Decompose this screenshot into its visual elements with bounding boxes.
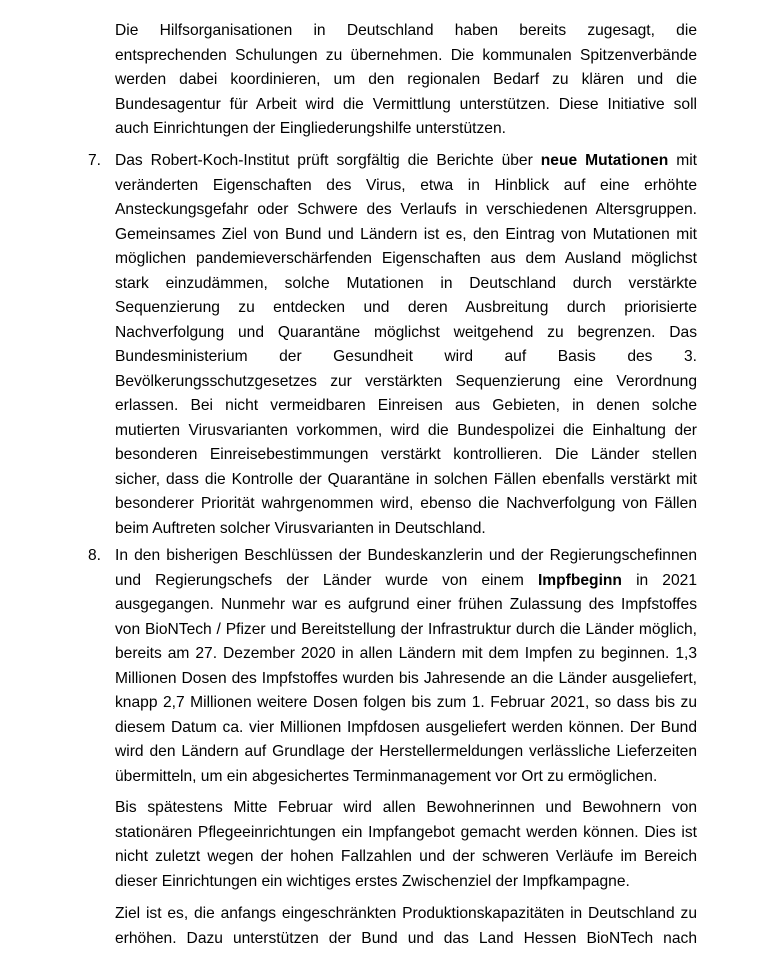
text-line: entsprechenden Schulungen zu übernehmen. Die kommunalen Spitzenverbände [115,46,697,64]
text-line: Nachverfolgung und Quarantäne möglichst weitgehend zu begrenzen. Das [115,323,697,341]
text-line: Bundesagentur für Arbeit wird die Vermittlung unterstützen. Diese Initiative soll [115,95,697,113]
text-line: nicht zuletzt wegen der hohen Fallzahlen und der schweren Verläufe im Bereich [115,848,697,865]
text-line: Die Hilfsorganisationen in Deutschland haben bereits zugesagt, die [115,22,697,39]
text-segment: in 2021 [621,571,697,589]
text-line: dieser Einrichtungen ein wichtiges erstes Zwischenziel der Impfkampagne. [115,872,630,890]
text-line: In den bisherigen Beschlüssen der Bundeskanzlerin und der Regierungschefinnen [115,547,697,564]
intro-paragraph [115,19,697,142]
text-line: auch Einrichtungen der Eingliederungshilfe unterstützen. [115,120,506,137]
text-line: mutierten Virusvarianten vorkommen, wird die Bundespolizei die Einhaltung der [115,421,697,439]
text-segment: mit [668,152,697,169]
text-line: übermitteln, um ein abgesichertes Terminmanagement vor Ort zu ermöglichen. [115,767,658,785]
text-line: Bundesministerium der Gesundheit wird auf Basis des 3. [115,348,697,365]
text-line [115,149,697,174]
text-line [115,569,697,594]
text-line: veränderten Eigenschaften des Virus, etwa in Hinblick auf eine erhöhte [115,176,697,194]
text-line: erhöhen. Dazu unterstützen der Bund und das Land Hessen BioNTech nach [115,929,697,947]
text-line: werden dabei koordinieren, um den regionalen Bedarf zu klären und die [115,71,697,88]
text-line: ausgegangen. Nunmehr war es aufgrund einer frühen Zulassung des Impfstoffes [115,596,697,613]
text-line: Ziel ist es, die anfangs eingeschränkten Produktionskapazitäten in Deutschland zu [115,905,697,922]
list-number-8: 8. [88,547,102,564]
text-line: stationären Pflegeeinrichtungen ein Impfangebot gemacht werden können. Dies ist [115,823,697,841]
text-line: beim Auftreten solcher Virusvarianten in Deutschland. [115,519,486,537]
text-line: bereits am 27. Dezember 2020 in allen Ländern mit dem Impfen zu beginnen. 1,3 [115,645,697,662]
list-number-7: 7. [88,152,102,169]
text-line: von BioNTech / Pfizer und Bereitstellung der Infrastruktur durch die Länder möglich, [115,620,697,638]
text-line: stark einzudämmen, solche Mutationen in Deutschland durch verstärkte [115,274,697,292]
text-line: besonderen Einreisebestimmungen verstärkt kontrollieren. Die Länder stellen [115,446,697,463]
text-line: Gemeinsames Ziel von Bund und Ländern ist es, den Eintrag von Mutationen mit [115,225,697,243]
text-line: erlassen. Bei nicht vermeidbaren Einreisen aus Gebieten, in denen solche [115,397,697,414]
text-line: Ansteckungsgefahr oder Schwere des Verlaufs in verschiedenen Altersgruppen. [115,201,697,218]
text-line: wird den Ländern auf Grundlage der Herstellermeldungen verlässliche Lieferzeiten [115,743,697,760]
text-line: möglichen pandemieverschärfenden Eigenschaften aus dem Ausland möglichst [115,250,697,267]
text-line: Millionen Dosen des Impfstoffes wurden bis Jahresende an die Länder ausgeliefert, [115,669,697,687]
text-segment: und Regierungschefs der Länder wurde von einem [115,571,538,589]
text-line: Sequenzierung zu entdecken und deren Ausbreitung durch priorisierte [115,299,697,316]
item-8-paragraph [115,544,697,789]
text-line: Bevölkerungsschutzgesetzes zur verstärkten Sequenzierung eine Verordnung [115,372,697,390]
text-line: knapp 2,7 Millionen weitere Dosen folgen bis zum 1. Februar 2021, so dass bis zu [115,694,697,711]
text-line: besonderer Priorität wahrgenommen wird, ebenso die Nachverfolgung von Fällen [115,495,697,512]
bold-term-impfbeginn: Impfbeginn [537,571,622,589]
text-segment: Das Robert-Koch-Institut prüft sorgfältig die Berichte über [115,152,541,169]
text-line: sicher, dass die Kontrolle der Quarantäne in solchen Fällen ebenfalls verstärkt mit [115,470,697,488]
text-line: Bis spätestens Mitte Februar wird allen Bewohnerinnen und Bewohnern von [115,799,697,816]
item-7-paragraph [115,149,697,541]
care-homes-paragraph [115,796,697,894]
text-line: diesem Datum ca. vier Millionen Impfdosen ausgeliefert werden können. Der Bund [115,718,697,736]
production-paragraph [115,902,697,951]
bold-term-mutationen: neue Mutationen [540,152,669,169]
